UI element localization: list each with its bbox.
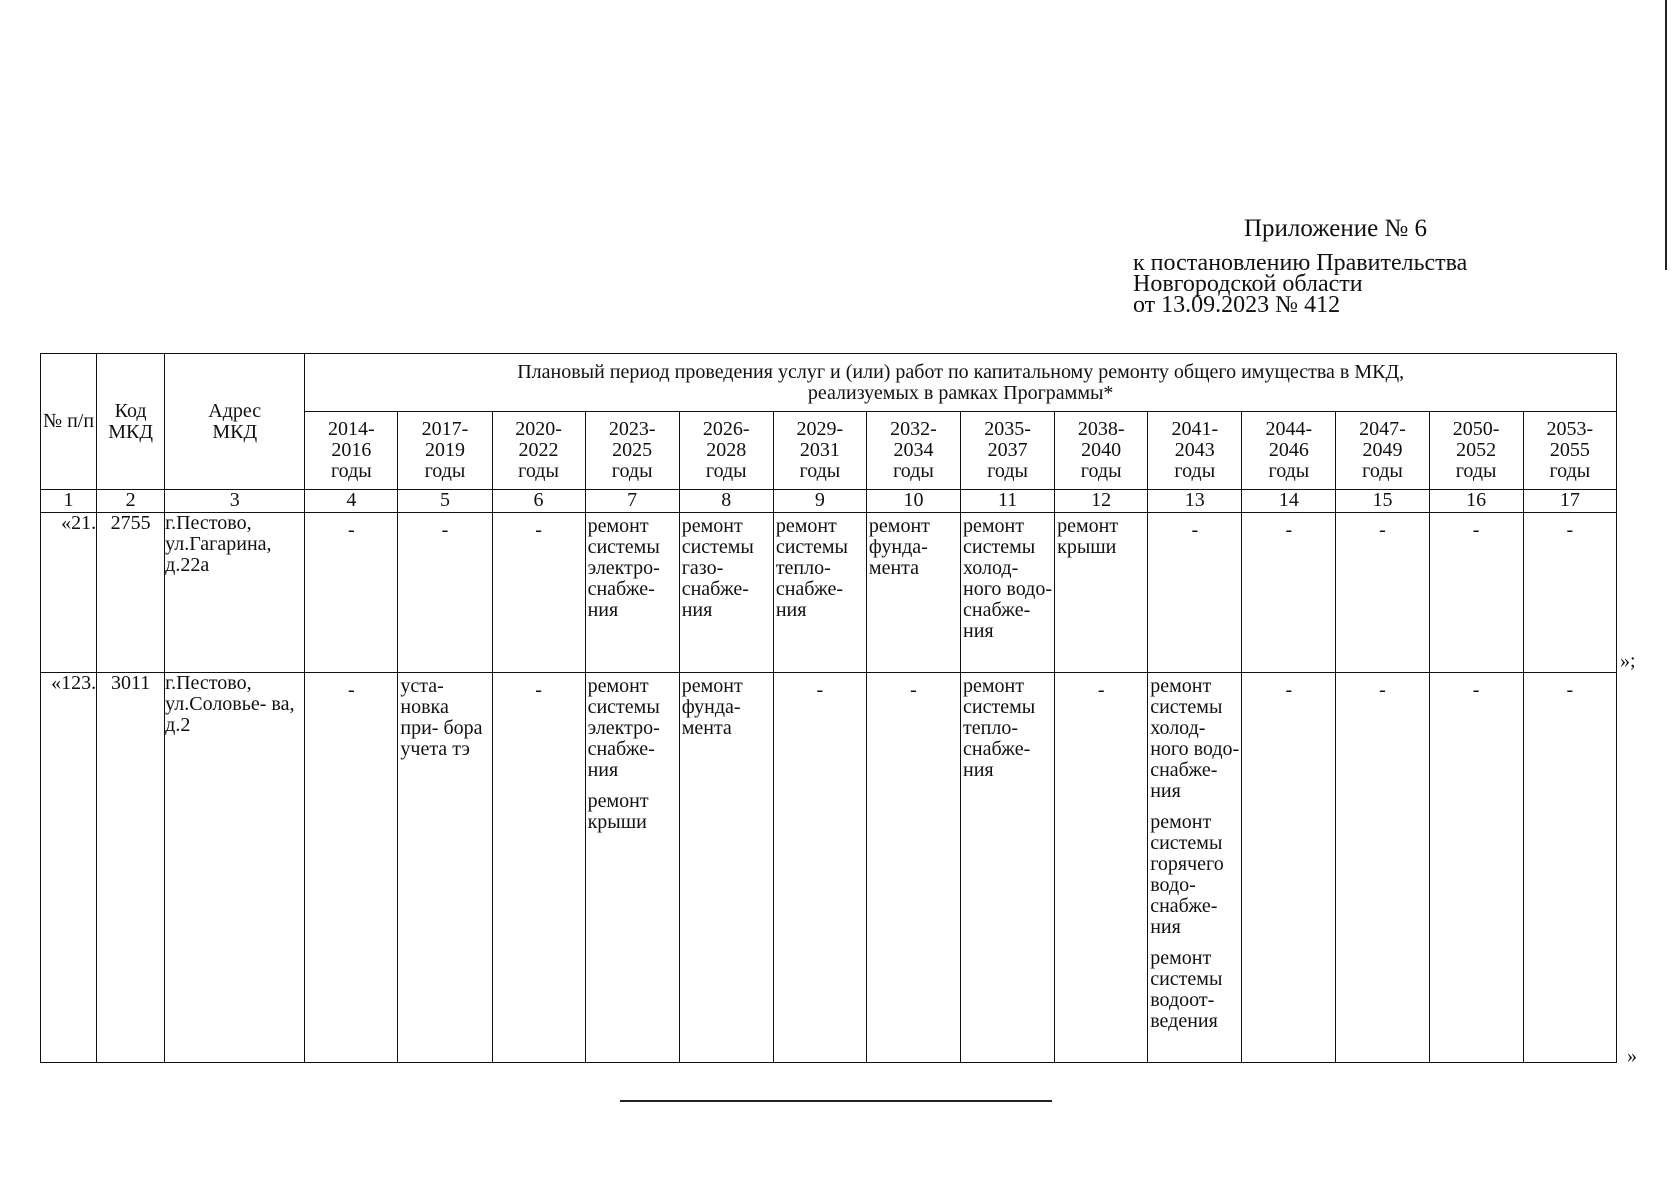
mkd-code: 3011 bbox=[97, 673, 165, 1063]
period-cell bbox=[1055, 513, 1148, 673]
period-cell bbox=[1429, 513, 1523, 673]
period-header: 2032- 2034 годы bbox=[866, 412, 960, 490]
period-cell bbox=[492, 513, 585, 673]
work-item: ремонт системы электро- снабже- ния bbox=[587, 675, 660, 781]
period-cell bbox=[1336, 513, 1429, 673]
column-number: 2 bbox=[97, 490, 165, 513]
work-item: ремонт системы холод- ного водо- снабже- ния bbox=[963, 515, 1052, 642]
empty-dash: - bbox=[1191, 519, 1199, 541]
empty-dash: - bbox=[1285, 679, 1293, 701]
empty-dash: - bbox=[910, 679, 917, 701]
column-number: 1 bbox=[41, 490, 97, 513]
period-cell bbox=[1148, 673, 1242, 1063]
row-end-mark: » bbox=[1627, 1045, 1637, 1067]
mkd-code: 2755 bbox=[97, 513, 165, 673]
empty-dash: - bbox=[348, 679, 355, 701]
empty-dash: - bbox=[1097, 679, 1105, 701]
row-number: «123. bbox=[41, 673, 97, 1063]
column-number: 6 bbox=[492, 490, 585, 513]
work-item: ремонт системы газо- снабже- ния bbox=[681, 515, 754, 621]
table-row bbox=[41, 673, 1617, 1063]
period-header: 2041- 2043 годы bbox=[1148, 412, 1242, 490]
empty-dash: - bbox=[1472, 519, 1480, 541]
period-header: 2014- 2016 годы bbox=[305, 412, 398, 490]
work-item: уста- новка при- бора учета тэ bbox=[400, 675, 483, 760]
mkd-address: г.Пестово, ул.Соловье- ва, д.2 bbox=[165, 673, 305, 1063]
table-row bbox=[41, 513, 1617, 673]
work-item: ремонт крыши bbox=[587, 790, 649, 833]
period-header: 2023- 2025 годы bbox=[585, 412, 679, 490]
work-item: ремонт системы горячего водо- снабже- ния bbox=[1150, 811, 1224, 938]
column-number: 3 bbox=[165, 490, 305, 513]
header-num: № п/п bbox=[41, 354, 97, 490]
period-cell bbox=[1148, 513, 1242, 673]
period-header: 2035- 2037 годы bbox=[961, 412, 1055, 490]
work-item: ремонт системы электро- снабже- ния bbox=[587, 515, 660, 621]
work-item: ремонт фунда- мента bbox=[681, 675, 743, 739]
repair-schedule-table bbox=[40, 353, 1617, 1063]
period-header: 2029- 2031 годы bbox=[773, 412, 866, 490]
period-cell bbox=[866, 513, 960, 673]
period-header: 2050- 2052 годы bbox=[1429, 412, 1523, 490]
appendix-title: Приложение № 6 bbox=[1244, 215, 1428, 242]
column-number: 4 bbox=[305, 490, 398, 513]
column-number: 8 bbox=[679, 490, 773, 513]
period-cell bbox=[773, 673, 866, 1063]
period-cell bbox=[585, 673, 679, 1063]
column-number: 13 bbox=[1148, 490, 1242, 513]
appendix-block bbox=[1133, 215, 1673, 316]
period-cell bbox=[398, 673, 492, 1063]
empty-dash: - bbox=[535, 679, 542, 701]
column-number: 7 bbox=[585, 490, 679, 513]
work-item: ремонт системы тепло- снабже- ния bbox=[963, 675, 1036, 781]
period-cell bbox=[961, 513, 1055, 673]
column-number: 10 bbox=[866, 490, 960, 513]
empty-dash: - bbox=[535, 519, 542, 541]
empty-dash: - bbox=[1379, 519, 1386, 541]
period-cell bbox=[492, 673, 585, 1063]
period-cell bbox=[866, 673, 960, 1063]
period-cell bbox=[679, 673, 773, 1063]
column-number: 17 bbox=[1523, 490, 1616, 513]
period-header: 2053- 2055 годы bbox=[1523, 412, 1616, 490]
period-cell bbox=[961, 673, 1055, 1063]
row-end-mark: »; bbox=[1620, 650, 1636, 672]
work-item: ремонт системы холод- ного водо- снабже- ния bbox=[1150, 675, 1240, 802]
header-code: Код МКД bbox=[97, 354, 165, 490]
empty-dash: - bbox=[348, 519, 355, 541]
period-header: 2044- 2046 годы bbox=[1242, 412, 1336, 490]
period-header: 2026- 2028 годы bbox=[679, 412, 773, 490]
header-address: Адрес МКД bbox=[165, 354, 305, 490]
period-cell bbox=[1523, 513, 1616, 673]
bottom-rule bbox=[620, 1100, 1052, 1102]
empty-dash: - bbox=[1379, 679, 1386, 701]
column-number: 11 bbox=[961, 490, 1055, 513]
period-header: 2020- 2022 годы bbox=[492, 412, 585, 490]
column-number: 5 bbox=[398, 490, 492, 513]
period-cell bbox=[585, 513, 679, 673]
period-header: 2038- 2040 годы bbox=[1055, 412, 1148, 490]
appendix-line: к постановлению Правительства bbox=[1133, 250, 1468, 276]
work-item: ремонт фунда- мента bbox=[868, 515, 930, 579]
column-number: 14 bbox=[1242, 490, 1336, 513]
column-number: 16 bbox=[1429, 490, 1523, 513]
period-header: 2047- 2049 годы bbox=[1336, 412, 1429, 490]
empty-dash: - bbox=[816, 679, 824, 701]
column-number: 15 bbox=[1336, 490, 1429, 513]
period-cell bbox=[305, 513, 398, 673]
row-number: «21. bbox=[41, 513, 97, 673]
appendix-line: от 13.09.2023 № 412 bbox=[1133, 292, 1341, 318]
period-cell bbox=[398, 513, 492, 673]
mkd-address: г.Пестово, ул.Гагарина, д.22а bbox=[165, 513, 305, 673]
header-period: Плановый период проведения услуг и (или) работ по капитальному ремонту общего имущества в МКД, реализуемых в рамках Программы* bbox=[305, 354, 1617, 412]
empty-dash: - bbox=[1285, 519, 1293, 541]
period-cell bbox=[1242, 513, 1336, 673]
period-cell bbox=[773, 513, 866, 673]
work-item: ремонт системы тепло- снабже- ния bbox=[775, 515, 848, 621]
period-cell bbox=[1523, 673, 1616, 1063]
period-cell bbox=[1336, 673, 1429, 1063]
column-number: 9 bbox=[773, 490, 866, 513]
period-cell bbox=[1242, 673, 1336, 1063]
column-number: 12 bbox=[1055, 490, 1148, 513]
period-header: 2017- 2019 годы bbox=[398, 412, 492, 490]
work-item: ремонт системы водоот- ведения bbox=[1150, 947, 1223, 1032]
empty-dash: - bbox=[1566, 679, 1574, 701]
empty-dash: - bbox=[1566, 519, 1574, 541]
period-cell bbox=[1429, 673, 1523, 1063]
empty-dash: - bbox=[1472, 679, 1480, 701]
period-cell bbox=[679, 513, 773, 673]
period-cell bbox=[1055, 673, 1148, 1063]
work-item: ремонт крыши bbox=[1057, 515, 1119, 558]
appendix-line: Новгородской области bbox=[1133, 271, 1363, 297]
empty-dash: - bbox=[441, 519, 449, 541]
period-cell bbox=[305, 673, 398, 1063]
